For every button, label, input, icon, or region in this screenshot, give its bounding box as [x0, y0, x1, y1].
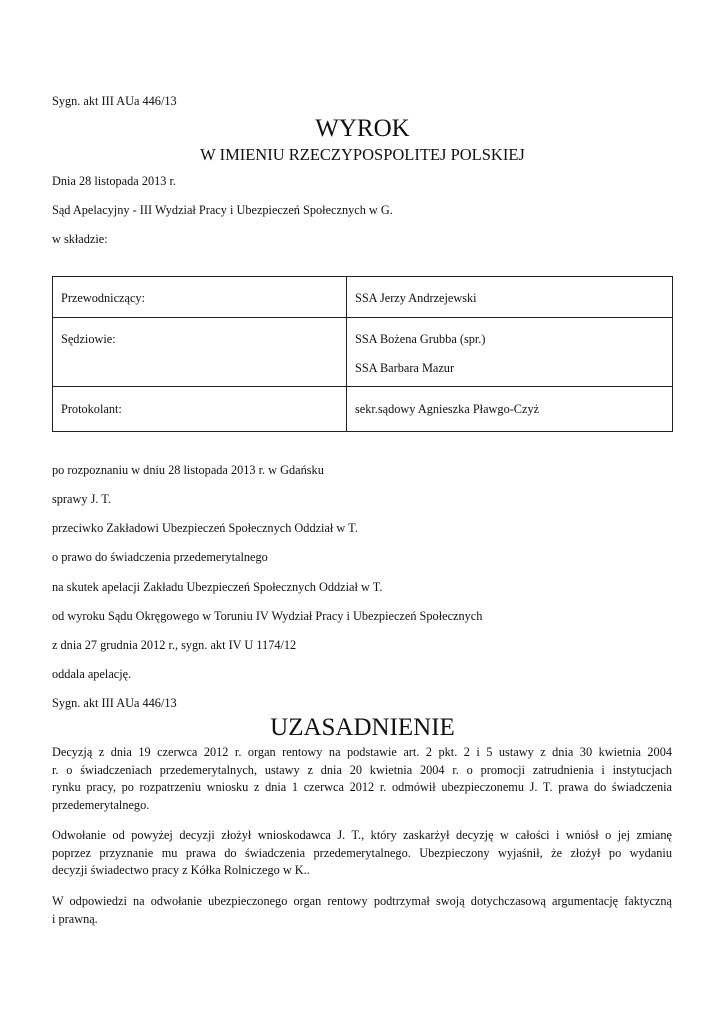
role-judges: Sędziowie: [61, 332, 116, 346]
table-row [53, 277, 673, 318]
names-cell [347, 318, 673, 387]
judgment-date: Dnia 28 listopada 2013 r. [52, 174, 176, 188]
ruling-line: o prawo do świadczenia przedemerytalnego [52, 550, 268, 564]
paragraph-line: rynku pracy, po rozpatrzeniu wniosku z dnia 1 czerwca 2012 r. odmówił ubezpieczonemu J. T. prawa do świadczenia [52, 780, 672, 794]
judgment-title: WYROK [315, 115, 410, 142]
role-clerk: Protokolant: [61, 402, 122, 416]
paragraph-line: przedemerytalnego. [52, 797, 150, 812]
role-cell [53, 318, 347, 387]
judge-name: SSA Jerzy Andrzejewski [355, 291, 477, 305]
paragraph-line: i prawną. [52, 911, 98, 926]
composition-label: w składzie: [52, 232, 108, 246]
table-row [53, 387, 673, 432]
clerk-name: sekr.sądowy Agnieszka Pławgo-Czyż [355, 402, 540, 416]
ruling-line: po rozpoznaniu w dniu 28 listopada 2013 r. w Gdańsku [52, 463, 324, 477]
table-row [53, 318, 673, 387]
ruling-line: sprawy J. T. [52, 492, 111, 506]
justification-paragraph [52, 744, 672, 814]
justification-paragraph [52, 827, 672, 880]
case-signature-top: Sygn. akt III AUa 446/13 [52, 94, 177, 108]
ruling-line: przeciwko Zakładowi Ubezpieczeń Społecznych Oddział w T. [52, 521, 358, 535]
ruling-line: na skutek apelacji Zakładu Ubezpieczeń Społecznych Oddział w T. [52, 580, 383, 594]
names-cell [347, 387, 673, 432]
ruling-decision: oddala apelację. [52, 667, 132, 681]
judgment-subtitle: W IMIENIU RZECZYPOSPOLITEJ POLSKIEJ [200, 145, 525, 164]
role-cell [53, 387, 347, 432]
paragraph-line: Odwołanie od powyżej decyzji złożył wnioskodawca J. T., który zaskarżył decyzję w całości i wniósł o jej zmianę [52, 828, 672, 842]
justification-title: UZASADNIENIE [270, 714, 455, 741]
judge-name: SSA Bożena Grubba (spr.) [355, 332, 486, 346]
case-signature-bottom: Sygn. akt III AUa 446/13 [52, 696, 177, 710]
role-cell [53, 277, 347, 318]
role-presiding-judge: Przewodniczący: [61, 291, 145, 305]
ruling-line: od wyroku Sądu Okręgowego w Toruniu IV Wydział Pracy i Ubezpieczeń Społecznych [52, 609, 483, 623]
paragraph-line: W odpowiedzi na odwołanie ubezpieczonego organ rentowy podtrzymał swoją dotychczasową argumentację faktyczną [52, 894, 672, 908]
court-name: Sąd Apelacyjny - III Wydział Pracy i Ubezpieczeń Społecznych w G. [52, 203, 393, 217]
names-cell [347, 277, 673, 318]
judge-name: SSA Barbara Mazur [355, 361, 455, 375]
paragraph-line: decyzji świadectwo pracy z Kółka Rolniczego w K.. [52, 863, 310, 877]
ruling-line: z dnia 27 grudnia 2012 r., sygn. akt IV U 1174/12 [52, 638, 297, 652]
paragraph-line: Decyzją z dnia 19 czerwca 2012 r. organ rentowy na podstawie art. 2 pkt. 2 i 5 ustawy z dnia 30 kwietnia 2004 [52, 745, 672, 759]
court-composition-table [52, 276, 673, 432]
justification-paragraph [52, 893, 672, 928]
paragraph-line: r. o świadczeniach przedemerytalnych, ustawy z dnia 20 kwietnia 2004 r. o promocji zatrudnienia i instytucjach [52, 762, 672, 777]
paragraph-line: poprzez przyznanie mu prawa do świadczenia przedemerytalnego. Ubezpieczony wyjaśnił, że złożył po wydaniu [52, 845, 672, 860]
